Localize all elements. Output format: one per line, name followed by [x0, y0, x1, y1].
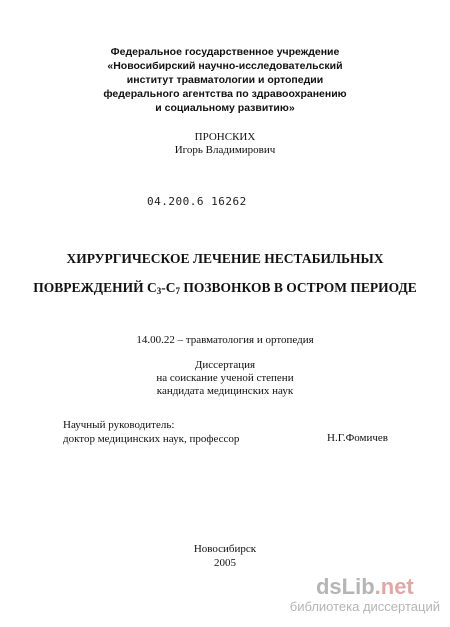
watermark-subtitle: библиотека диссертаций: [289, 599, 440, 614]
title-subscript: 3: [156, 286, 162, 296]
institution-line: и социальному развитию»: [155, 102, 295, 114]
title-text: -С: [161, 280, 176, 295]
institution-line: федерального агентства по здравоохранению: [103, 88, 347, 100]
dissertation-line: кандидата медицинских наук: [156, 385, 294, 397]
watermark: [290, 575, 440, 615]
institution-line: институт травматологии и ортопедии: [126, 74, 324, 86]
institution-block: [0, 45, 450, 115]
supervisor-title: доктор медицинских наук, профессор: [63, 433, 240, 445]
author-name: Игорь Владимирович: [174, 144, 276, 156]
watermark-logo: [290, 575, 440, 599]
author-surname: ПРОНСКИХ: [194, 131, 256, 143]
supervisor-label: Научный руководитель:: [63, 419, 175, 431]
title-text: ПОЗВОНКОВ В ОСТРОМ ПЕРИОДЕ: [179, 280, 417, 295]
supervisor-block: [63, 418, 239, 446]
dissertation-line: Диссертация: [194, 359, 256, 371]
registration-stamp: 04.200.6 16262: [147, 195, 247, 208]
author-block: [0, 131, 450, 157]
year: 2005: [214, 557, 236, 569]
supervisor-name: Н.Г.Фомичев: [327, 432, 388, 444]
watermark-logo-main: dsLib: [315, 574, 375, 599]
institution-line: «Новосибирский научно-исследовательский: [107, 60, 343, 72]
title-text: ПОВРЕЖДЕНИЙ С: [33, 280, 157, 295]
title-subscript: 7: [175, 286, 180, 296]
watermark-logo-accent: .net: [374, 574, 414, 599]
thesis-title-line-1: ХИРУРГИЧЕСКОЕ ЛЕЧЕНИЕ НЕСТАБИЛЬНЫХ: [66, 251, 384, 266]
city: Новосибирск: [193, 543, 257, 555]
dissertation-block: [0, 359, 450, 398]
specialty-code: 14.00.22 – травматология и ортопедия: [136, 334, 314, 346]
institution-line: Федеральное государственное учреждение: [110, 46, 340, 58]
thesis-title-line-2: [0, 280, 450, 299]
dissertation-line: на соискание ученой степени: [156, 372, 294, 384]
city-year-block: [0, 542, 450, 570]
